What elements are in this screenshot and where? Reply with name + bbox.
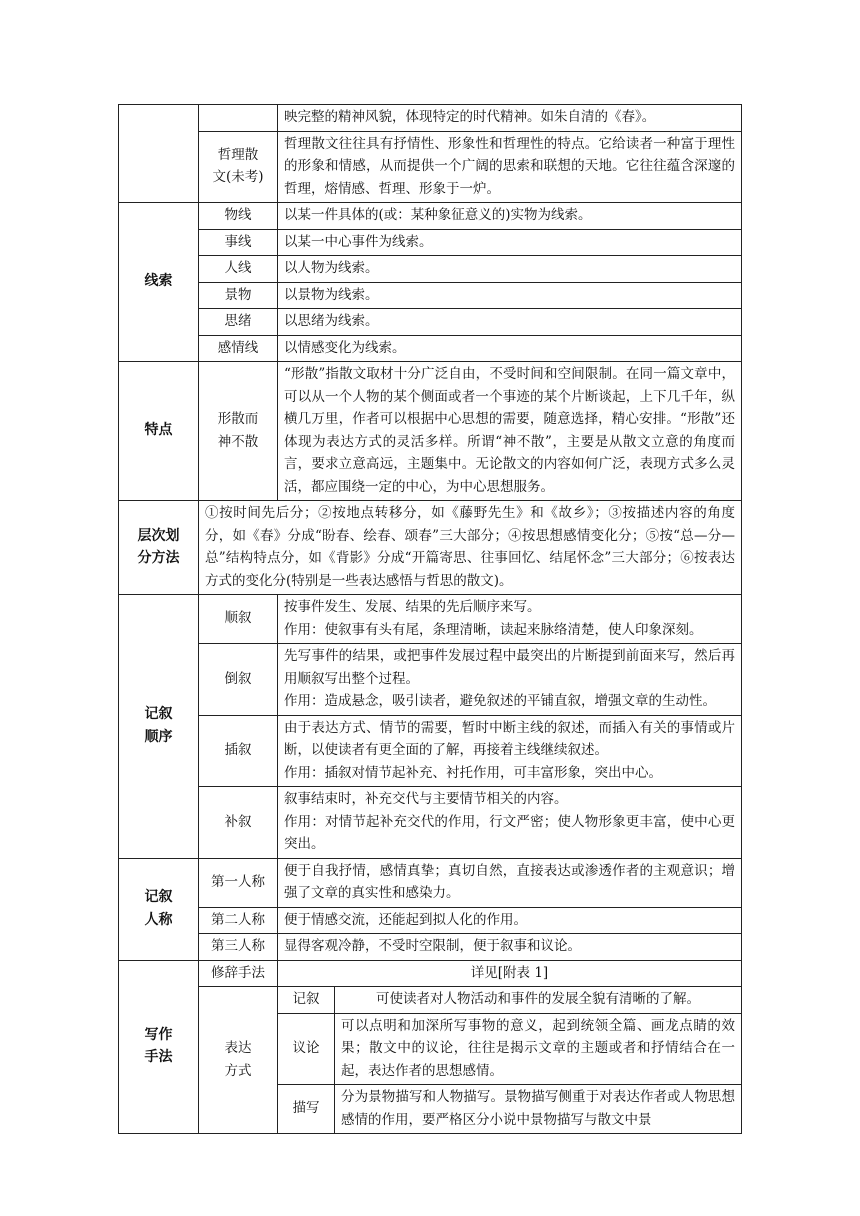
expression-mode-label: 记叙 — [278, 987, 335, 1014]
category-cell-continued — [119, 105, 199, 203]
expression-mode-text: 分为景物描写和人物描写。景物描写侧重于对表达作者或人物思想感情的作用，要严格区分小说中景物描写与散文中景 — [335, 1085, 742, 1134]
table-row — [119, 229, 742, 256]
table-row — [119, 644, 742, 716]
order-text: 叙事结束时，补充交代与主要情节相关的内容。 作用：对情节起补充交代的作用，行文严密；使人物形象更丰富，使中心更突出。 — [278, 787, 742, 859]
table-row — [119, 501, 742, 595]
table-row — [119, 715, 742, 787]
expression-label: 表达 方式 — [199, 987, 278, 1134]
order-text: 按事件发生、发展、结果的先后顺序来写。 作用：使叙事有头有尾，条理清晰，读起来脉络清楚，使人印象深刻。 — [278, 595, 742, 644]
features-label: 形散而 神不散 — [199, 362, 278, 501]
person-label: 第二人称 — [199, 907, 278, 934]
features-category: 特点 — [119, 362, 199, 501]
expression-mode-label: 描写 — [278, 1085, 335, 1134]
order-label: 补叙 — [199, 787, 278, 859]
clues-category: 线索 — [119, 203, 199, 362]
table-row — [119, 131, 742, 203]
expression-mode-label: 议论 — [278, 1013, 335, 1085]
prose-tail-text: 映完整的精神风貌，体现特定的时代精神。如朱自清的《春》。 — [278, 105, 742, 132]
clue-text: 以思绪为线索。 — [278, 309, 742, 336]
order-label: 顺叙 — [199, 595, 278, 644]
clue-text: 以某一中心事件为线索。 — [278, 229, 742, 256]
table-row — [119, 934, 742, 961]
order-label: 倒叙 — [199, 644, 278, 716]
table-row — [119, 282, 742, 309]
person-text: 显得客观冷静，不受时空限制，便于叙事和议论。 — [278, 934, 742, 961]
table-row — [119, 787, 742, 859]
rhetoric-label: 修辞手法 — [199, 960, 278, 987]
clue-text: 以某一件具体的(或：某种象征意义的)实物为线索。 — [278, 203, 742, 230]
division-text: ①按时间先后分；②按地点转移分，如《藤野先生》和《故乡》；③按描述内容的角度分，如《春》分成“盼春、绘春、颂春”三大部分；④按思想感情变化分；⑤按“总—分—总”结构特点分，如《背影》分成“开篇寄思、往事回忆、结尾怀念”三大部分；⑥按表达方式的变化分(特别是一些表达感悟与哲思的散文)。 — [199, 501, 742, 595]
clue-text: 以情感变化为线索。 — [278, 335, 742, 362]
clue-text: 以人物为线索。 — [278, 256, 742, 283]
philosophy-prose-label: 哲理散 文(未考) — [199, 131, 278, 203]
order-text: 先写事件的结果，或把事件发展过程中最突出的片断提到前面来写，然后再用顺叙写出整个过程。 作用：造成悬念，吸引读者，避免叙述的平铺直叙，增强文章的生动性。 — [278, 644, 742, 716]
table-row — [119, 256, 742, 283]
table-row — [119, 335, 742, 362]
table-row — [119, 105, 742, 132]
person-text: 便于情感交流，还能起到拟人化的作用。 — [278, 907, 742, 934]
clue-label: 景物 — [199, 282, 278, 309]
expression-mode-text: 可以点明和加深所写事物的意义，起到统领全篇、画龙点睛的效果；散文中的议论，往往是揭示文章的主题或者和抒情结合在一起，表达作者的思想感情。 — [335, 1013, 742, 1085]
table-row — [119, 362, 742, 501]
person-label: 第三人称 — [199, 934, 278, 961]
order-label: 插叙 — [199, 715, 278, 787]
rhetoric-text: 详见[附表 1] — [278, 960, 742, 987]
clue-label: 思绪 — [199, 309, 278, 336]
order-text: 由于表达方式、情节的需要，暂时中断主线的叙述，而插入有关的事情或片断，以使读者有更全面的了解，再接着主线继续叙述。 作用：插叙对情节起补充、衬托作用，可丰富形象，突出中心。 — [278, 715, 742, 787]
clue-label: 感情线 — [199, 335, 278, 362]
table-row — [119, 858, 742, 907]
clue-label: 人线 — [199, 256, 278, 283]
table-row — [119, 595, 742, 644]
narrative-person-category: 记叙 人称 — [119, 858, 199, 960]
table-row — [119, 960, 742, 987]
clue-label: 事线 — [199, 229, 278, 256]
writing-technique-category: 写作 手法 — [119, 960, 199, 1134]
table-row — [119, 907, 742, 934]
table-row — [119, 309, 742, 336]
narrative-order-category: 记叙 顺序 — [119, 595, 199, 859]
subcategory-cell-continued — [199, 105, 278, 132]
features-text: “形散”指散文取材十分广泛自由，不受时间和空间限制。在同一篇文章中，可以从一个人物的某个侧面或者一个事迹的某个片断谈起，上下几千年，纵横几万里，作者可以根据中心思想的需要，随意选择，精心安排。“形散”还体现为表达方式的灵活多样。所谓“神不散”，主要是从散文立意的角度而言，要求立意高远，主题集中。无论散文的内容如何广泛，表现方式多么灵活，都应围绕一定的中心，为中心思想服务。 — [278, 362, 742, 501]
person-label: 第一人称 — [199, 858, 278, 907]
philosophy-prose-text: 哲理散文往往具有抒情性、形象性和哲理性的特点。它给读者一种富于理性的形象和情感，从而提供一个广阔的思索和联想的天地。它往往蕴含深邃的哲理，熔情感、哲理、形象于一炉。 — [278, 131, 742, 203]
clue-text: 以景物为线索。 — [278, 282, 742, 309]
clue-label: 物线 — [199, 203, 278, 230]
prose-knowledge-table — [118, 104, 742, 1134]
expression-mode-text: 可使读者对人物活动和事件的发展全貌有清晰的了解。 — [335, 987, 742, 1014]
division-category: 层次划 分方法 — [119, 501, 199, 595]
person-text: 便于自我抒情，感情真挚；真切自然，直接表达或渗透作者的主观意识；增强了文章的真实性和感染力。 — [278, 858, 742, 907]
table-row — [119, 987, 742, 1014]
table-row — [119, 203, 742, 230]
